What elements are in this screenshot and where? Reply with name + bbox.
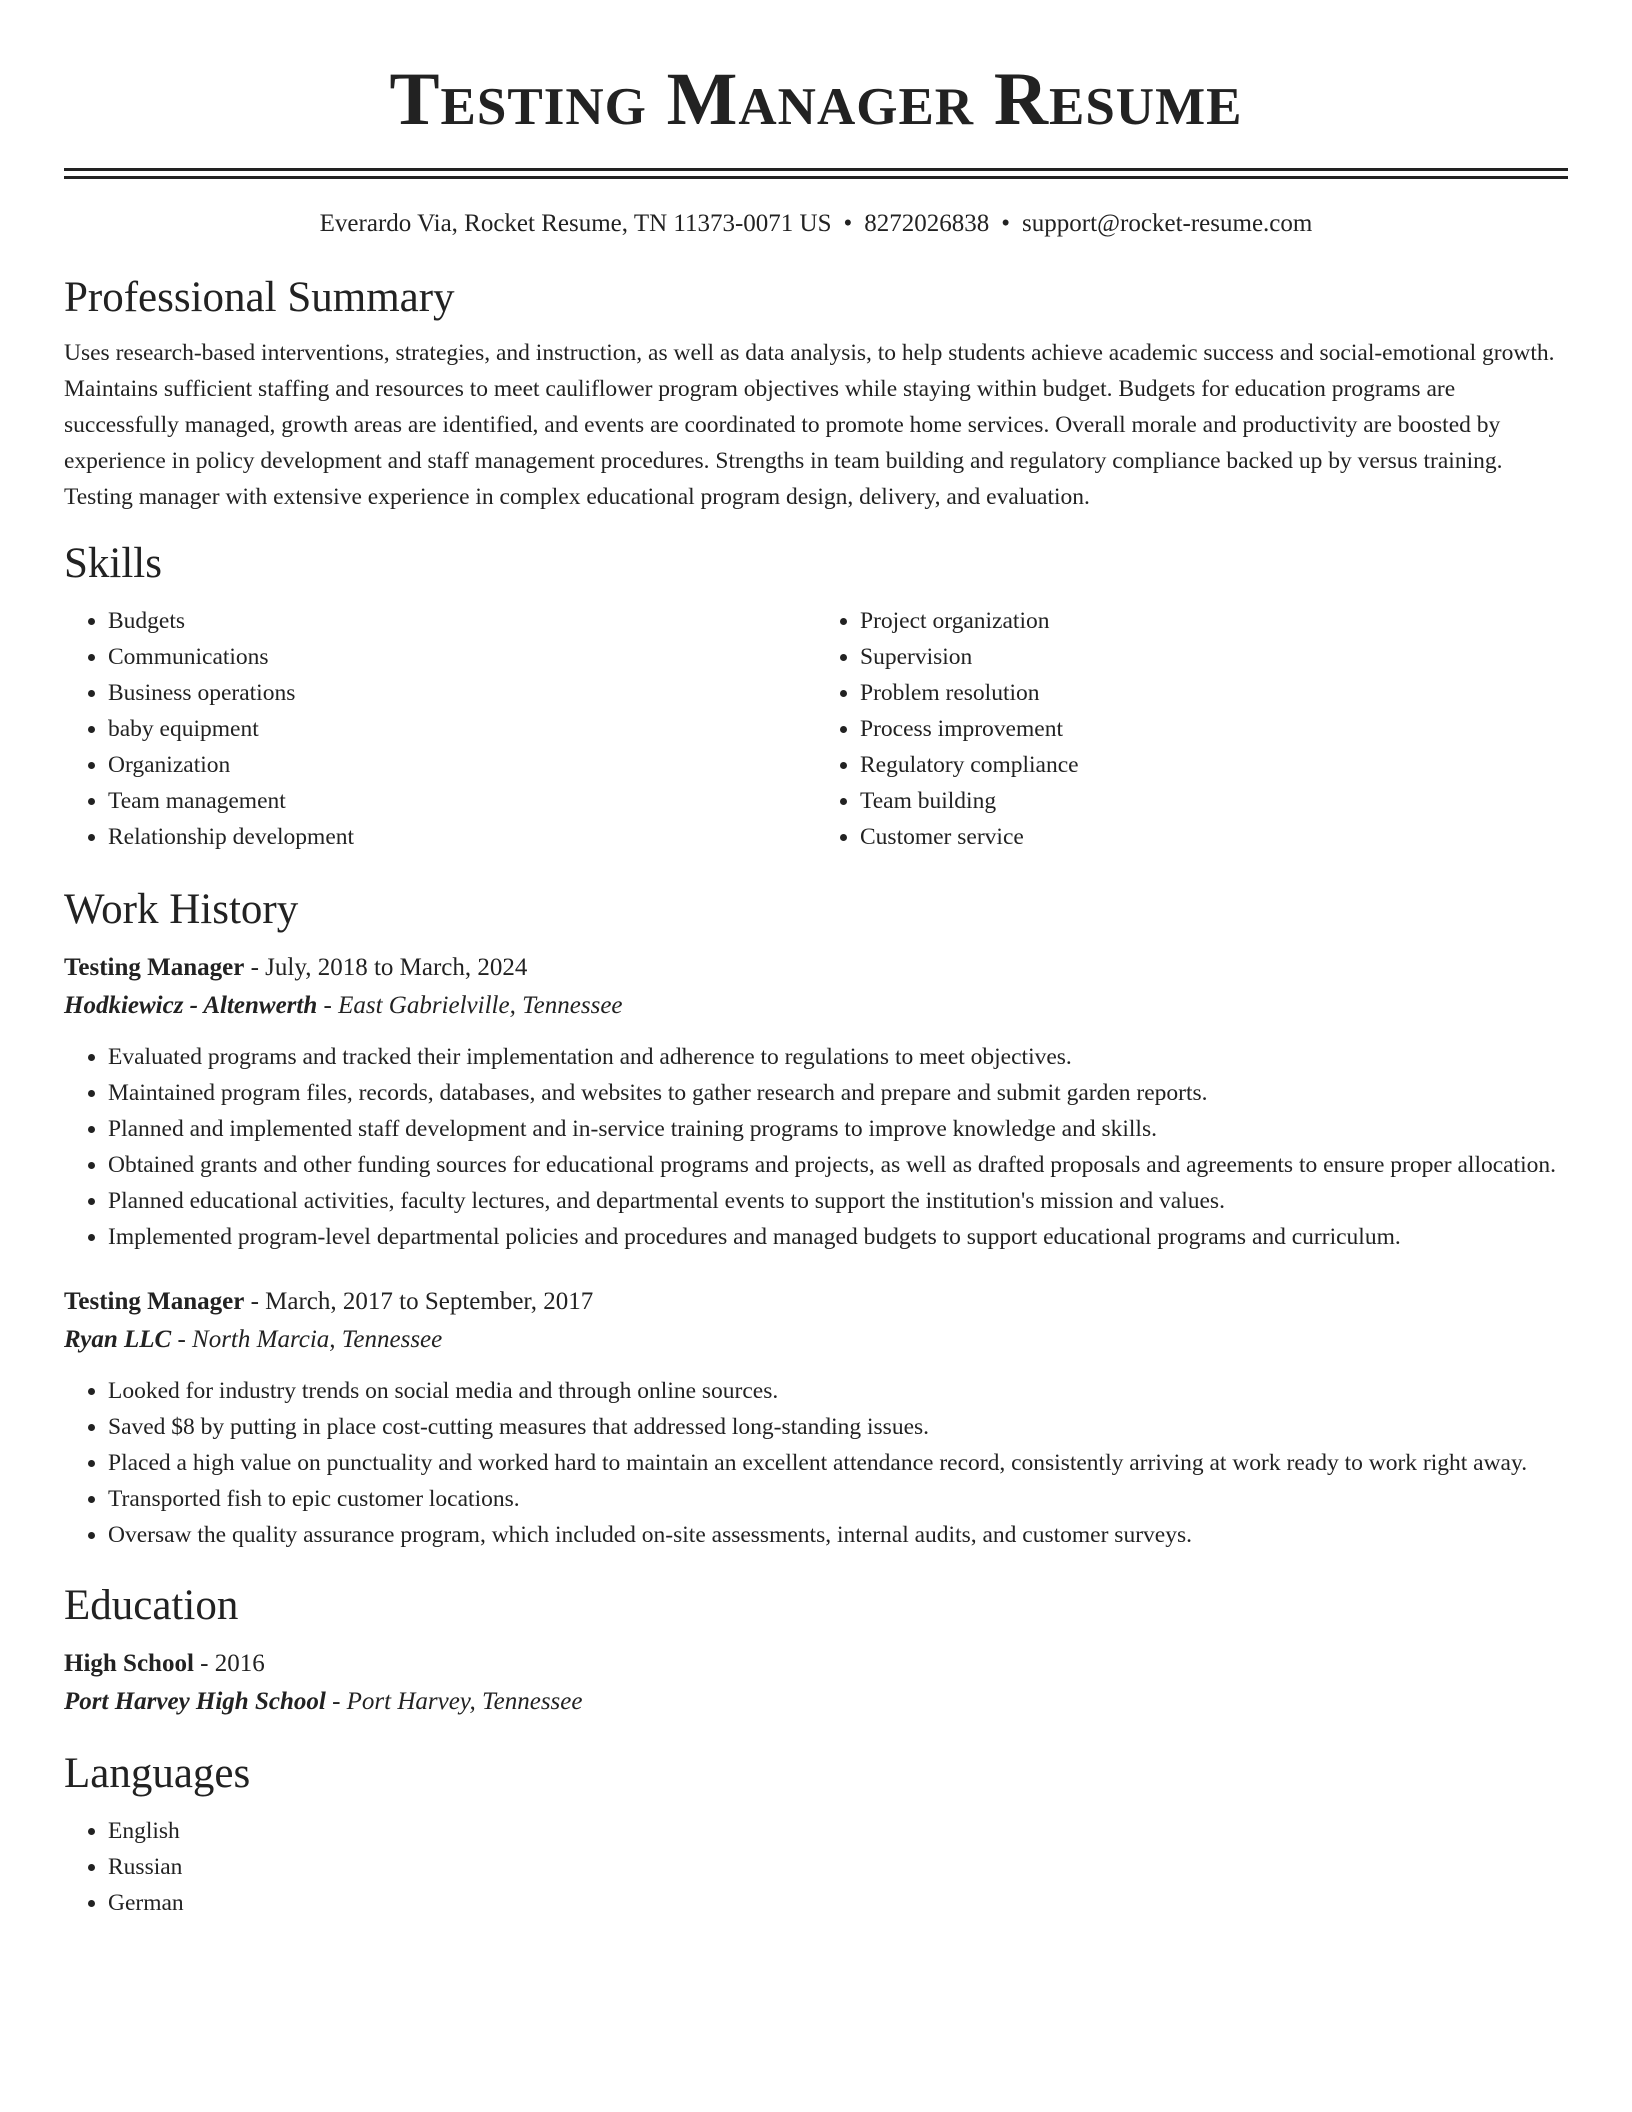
job-bullet: • Implemented program-level departmental policies and procedures and managed budgets to support educational programs and curriculum. (108, 1219, 1568, 1255)
languages-list (64, 1813, 1568, 1921)
education-school-line (64, 1683, 1568, 1721)
job-bullet: • Oversaw the quality assurance program, which included on-site assessments, internal audits, and customer surveys. (108, 1517, 1568, 1553)
job-dates: - July, 2018 to March, 2024 (244, 954, 528, 981)
skill-item: • Organization (108, 747, 816, 783)
skills-list-left (64, 603, 816, 855)
job-bullets (64, 1373, 1568, 1553)
summary-heading: Professional Summary (64, 274, 455, 321)
education-heading: Education (64, 1582, 239, 1629)
languages-heading: Languages (64, 1750, 251, 1797)
skill-item: • Team building (860, 783, 1568, 819)
job-bullet: • Maintained program files, records, databases, and websites to gather research and prepare and submit garden reports. (108, 1075, 1568, 1111)
job-title-line (64, 949, 1568, 987)
job-bullet: • Placed a high value on punctuality and worked hard to maintain an excellent attendance record, consistently arriving at work ready to work right away. (108, 1445, 1568, 1481)
skill-item: • Relationship development (108, 819, 816, 855)
job-entry (64, 1283, 1568, 1553)
job-company: Ryan LLC (64, 1326, 172, 1353)
skill-item: • Problem resolution (860, 675, 1568, 711)
skill-item: • Supervision (860, 639, 1568, 675)
skill-item: • Business operations (108, 675, 816, 711)
language-item: • German (108, 1885, 1568, 1921)
job-entry (64, 949, 1568, 1255)
skills-list-right (816, 603, 1568, 855)
language-item: • Russian (108, 1849, 1568, 1885)
education-school: Port Harvey High School (64, 1688, 326, 1715)
job-bullet: • Saved $8 by putting in place cost-cutting measures that addressed long-standing issues. (108, 1409, 1568, 1445)
job-bullet: • Planned educational activities, faculty lectures, and departmental events to support the institution's mission and values. (108, 1183, 1568, 1219)
job-company: Hodkiewicz - Altenwerth (64, 992, 318, 1019)
skill-item: • Budgets (108, 603, 816, 639)
job-location: - East Gabrielville, Tennessee (317, 992, 623, 1019)
job-bullet: • Planned and implemented staff development and in-service training programs to improve knowledge and skills. (108, 1111, 1568, 1147)
job-title: Testing Manager (64, 954, 245, 981)
education-year: - 2016 (193, 1650, 265, 1677)
skill-item: • Project organization (860, 603, 1568, 639)
contact-separator: • (1001, 210, 1011, 237)
contact-address: Everardo Via, Rocket Resume, TN 11373-0071 US (319, 210, 832, 237)
skill-item: • Communications (108, 639, 816, 675)
summary-text: Uses research-based interventions, strategies, and instruction, as well as data analysis, to help students achieve academic success and social-emotional growth. Maintains sufficient staffing and resources to meet cauliflower program objectives while staying within budget. Budgets for education programs are successfully managed, growth areas are identified, and events are coordinated to promote home services. Overall morale and productivity are boosted by experience in policy development and staff management procedures. Strengths in team building and regulatory compliance backed up by versus training. Testing manager with extensive experience in complex educational program design, delivery, and evaluation. (64, 340, 1555, 510)
job-bullet: • Evaluated programs and tracked their implementation and adherence to regulations to meet objectives. (108, 1039, 1568, 1075)
resume-title: Testing Manager Resume (389, 58, 1243, 141)
skills-columns (64, 603, 1568, 855)
education-degree-line (64, 1645, 1568, 1683)
contact-email: support@rocket-resume.com (1022, 210, 1313, 237)
education-location: - Port Harvey, Tennessee (325, 1688, 583, 1715)
job-company-line (64, 987, 1568, 1025)
job-bullet: • Obtained grants and other funding sources for educational programs and projects, as well as drafted proposals and agreements to ensure proper allocation. (108, 1147, 1568, 1183)
skills-heading: Skills (64, 540, 162, 587)
skill-item: • Customer service (860, 819, 1568, 855)
education-degree: High School (64, 1650, 194, 1677)
job-bullet: • Looked for industry trends on social media and through online sources. (108, 1373, 1568, 1409)
skill-item: • Regulatory compliance (860, 747, 1568, 783)
skill-item: • Process improvement (860, 711, 1568, 747)
skill-item: • baby equipment (108, 711, 816, 747)
job-bullet: • Transported fish to epic customer locations. (108, 1481, 1568, 1517)
contact-line (64, 207, 1568, 241)
job-company-line (64, 1321, 1568, 1359)
job-title: Testing Manager (64, 1288, 245, 1315)
job-location: - North Marcia, Tennessee (171, 1326, 443, 1353)
work-history-heading: Work History (64, 886, 299, 933)
contact-phone: 8272026838 (864, 210, 990, 237)
job-bullets (64, 1039, 1568, 1255)
job-dates: - March, 2017 to September, 2017 (244, 1288, 594, 1315)
job-title-line (64, 1283, 1568, 1321)
language-item: • English (108, 1813, 1568, 1849)
contact-separator: • (843, 210, 853, 237)
skill-item: • Team management (108, 783, 816, 819)
title-divider (64, 168, 1568, 179)
